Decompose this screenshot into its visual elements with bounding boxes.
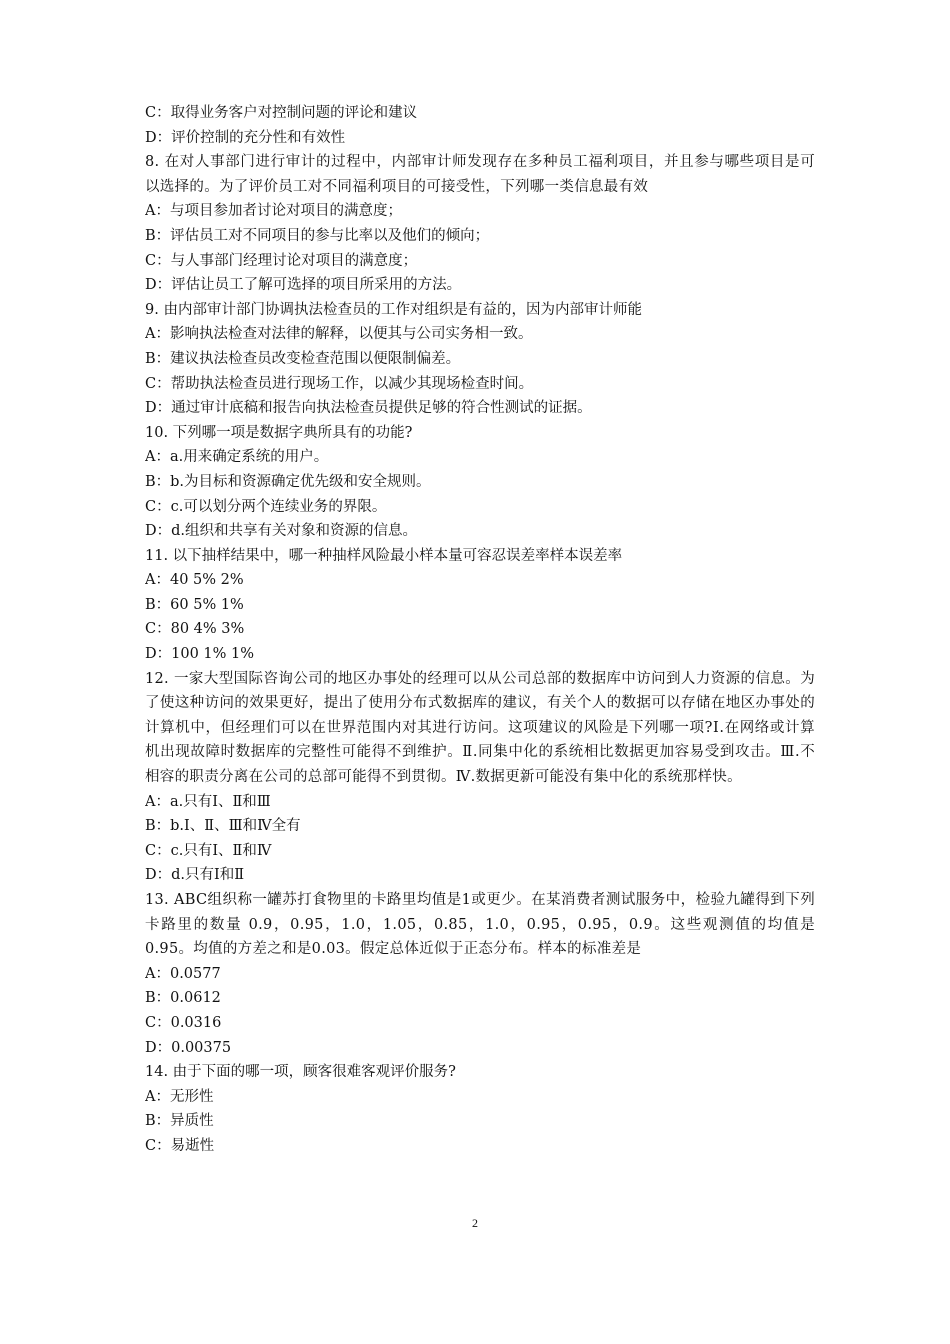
- question-11-stem: 11. 以下抽样结果中，哪一种抽样风险最小样本量可容忍误差率样本误差率: [145, 547, 623, 564]
- question-9-option-b: B：建议执法检查员改变检查范围以便限制偏差。: [145, 350, 461, 367]
- question-8-stem: 8. 在对人事部门进行审计的过程中，内部审计师发现存在多种员工福利项目，并且参与哪些项目是可以选择的。为了评价员工对不同福利项目的可接受性，下列哪一类信息最有效: [145, 154, 815, 195]
- question-11-option-a: A：40 5% 2%: [145, 572, 244, 589]
- question-10-option-b: B：b.为目标和资源确定优先级和安全规则。: [145, 473, 431, 490]
- question-13-option-c: C：0.0316: [145, 1014, 222, 1031]
- page-content: [145, 101, 815, 1159]
- option-d-previous: D：评价控制的充分性和有效性: [145, 129, 346, 146]
- question-9-stem: 9. 由内部审计部门协调执法检查员的工作对组织是有益的，因为内部审计师能: [145, 301, 642, 318]
- question-14-option-a: A：无形性: [145, 1088, 214, 1105]
- question-10-stem: 10. 下列哪一项是数据字典所具有的功能?: [145, 424, 413, 441]
- question-13-option-b: B：0.0612: [145, 990, 221, 1007]
- question-8-option-a: A：与项目参加者讨论对项目的满意度；: [145, 203, 402, 220]
- question-10-option-d: D：d.组织和共享有关对象和资源的信息。: [145, 523, 418, 540]
- question-8-option-d: D：评估让员工了解可选择的项目所采用的方法。: [145, 277, 462, 294]
- question-9-option-d: D：通过审计底稿和报告向执法检查员提供足够的符合性测试的证据。: [145, 400, 592, 417]
- question-10-option-a: A：a.用来确定系统的用户。: [145, 449, 329, 466]
- question-9-option-a: A：影响执法检查对法律的解释，以便其与公司实务相一致。: [145, 326, 533, 343]
- question-8-option-c: C：与人事部门经理讨论对项目的满意度；: [145, 252, 418, 269]
- question-11-option-d: D：100 1% 1%: [145, 646, 255, 663]
- question-12-option-b: B：b.Ⅰ、Ⅱ、Ⅲ和Ⅳ全有: [145, 818, 301, 835]
- question-12-option-d: D：d.只有Ⅰ和Ⅱ: [145, 867, 245, 884]
- question-9-option-c: C：帮助执法检查员进行现场工作，以减少其现场检查时间。: [145, 375, 534, 392]
- question-14-stem: 14. 由于下面的哪一项，顾客很难客观评价服务?: [145, 1064, 456, 1081]
- question-14-option-b: B：异质性: [145, 1113, 214, 1130]
- page-number: 2: [472, 1216, 478, 1230]
- option-c-previous: C：取得业务客户对控制问题的评论和建议: [145, 105, 418, 121]
- question-13-stem: 13. ABC组织称一罐苏打食物里的卡路里均值是1或更少。在某消费者测试服务中，检验九罐得到下列卡路里的数量 0.9，0.95，1.0，1.05，0.85，1.0，0.95，0.95，0.9。这些观测值的均值是0.95。均值的方差之和是0.03。假定总体近似于正态分布。样本的标准差是: [145, 892, 815, 958]
- question-13-option-a: A：0.0577: [145, 965, 221, 982]
- question-12-option-c: C：c.只有Ⅰ、Ⅱ和Ⅳ: [145, 842, 272, 859]
- question-10-option-c: C：c.可以划分两个连续业务的界限。: [145, 498, 387, 515]
- question-11-option-b: B：60 5% 1%: [145, 596, 244, 613]
- question-8-option-b: B：评估员工对不同项目的参与比率以及他们的倾向；: [145, 227, 490, 244]
- question-11-option-c: C：80 4% 3%: [145, 621, 245, 638]
- question-14-option-c: C：易逝性: [145, 1137, 215, 1154]
- question-12-stem: 12. 一家大型国际咨询公司的地区办事处的经理可以从公司总部的数据库中访问到人力资源的信息。为了使这种访问的效果更好，提出了使用分布式数据库的建议，有关个人的数据可以存储在地区办事处的计算机中，但经理们可以在世界范围内对其进行访问。这项建议的风险是下列哪一项?Ⅰ.在网络或计算机出现故障时数据库的完整性可能得不到维护。Ⅱ.同集中化的系统相比数据更加容易受到攻击。Ⅲ.不相容的职责分离在公司的总部可能得不到贯彻。Ⅳ.数据更新可能没有集中化的系统那样快。: [145, 670, 815, 786]
- question-13-option-d: D：0.00375: [145, 1039, 232, 1056]
- question-12-option-a: A：a.只有Ⅰ、Ⅱ和Ⅲ: [145, 793, 271, 810]
